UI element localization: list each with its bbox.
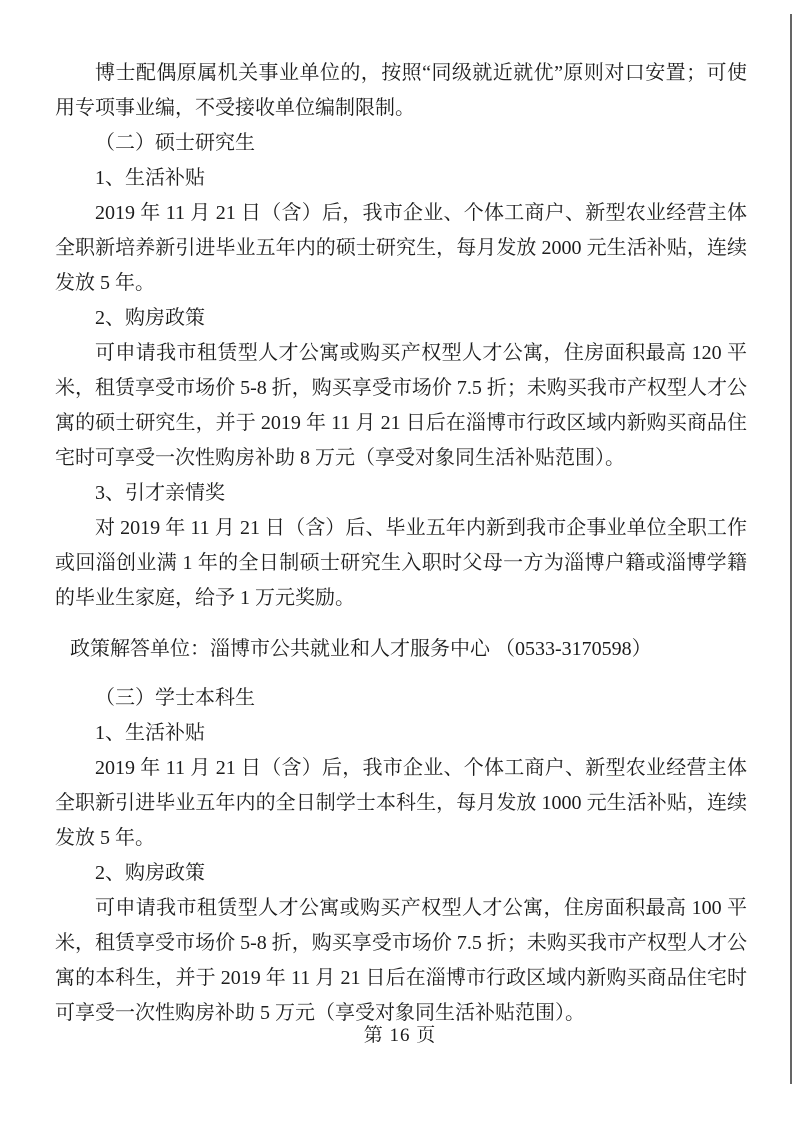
body-paragraph: 博士配偶原属机关事业单位的，按照“同级就近就优”原则对口安置；可使用专项事业编，不受接收单位编制限制。 [55,62,747,119]
document-content [55,56,747,1031]
item-heading: 3、引才亲情奖 [95,482,225,504]
body-paragraph: 可申请我市租赁型人才公寓或购买产权型人才公寓，住房面积最高 120 平米，租赁享受市场价 5-8 折，购买享受市场价 7.5 折；未购买我市产权型人才公寓的硕士研究生，并于 2019 年 11 月 21 日后在淄博市行政区域内新购买商品住宅时可享受一次性购房补助 8 万元（享受对象同生活补贴范围）。 [55,342,747,469]
scan-edge-artifact-line [790,14,792,1084]
contact-line: 政策解答单位：淄博市公共就业和人才服务中心 （0533-3170598） [70,638,652,660]
body-paragraph: 可申请我市租赁型人才公寓或购买产权型人才公寓，住房面积最高 100 平米，租赁享受市场价 5-8 折，购买享受市场价 7.5 折；未购买我市产权型人才公寓的本科生，并于 2019 年 11 月 21 日后在淄博市行政区域内新购买商品住宅时可享受一次性购房补助 5 万元（享受对象同生活补贴范围）。 [55,897,747,1024]
body-paragraph: 对 2019 年 11 月 21 日（含）后、毕业五年内新到我市企事业单位全职工作或回淄创业满 1 年的全日制硕士研究生入职时父母一方为淄博户籍或淄博学籍的毕业生家庭，给予 1 万元奖励。 [55,517,747,609]
item-heading: 2、购房政策 [95,307,205,329]
item-heading: 1、生活补贴 [95,722,205,744]
section-heading: （二）硕士研究生 [95,132,255,154]
body-paragraph: 2019 年 11 月 21 日（含）后，我市企业、个体工商户、新型农业经营主体全职新引进毕业五年内的全日制学士本科生，每月发放 1000 元生活补贴，连续发放 5 年。 [55,757,747,849]
item-heading: 1、生活补贴 [95,167,205,189]
section-heading: （三）学士本科生 [95,687,255,709]
item-heading: 2、购房政策 [95,862,205,884]
body-paragraph: 2019 年 11 月 21 日（含）后，我市企业、个体工商户、新型农业经营主体全职新培养新引进毕业五年内的硕士研究生，每月发放 2000 元生活补贴，连续发放 5 年。 [55,202,747,294]
page-footer: 第 16 页 [363,1025,437,1046]
